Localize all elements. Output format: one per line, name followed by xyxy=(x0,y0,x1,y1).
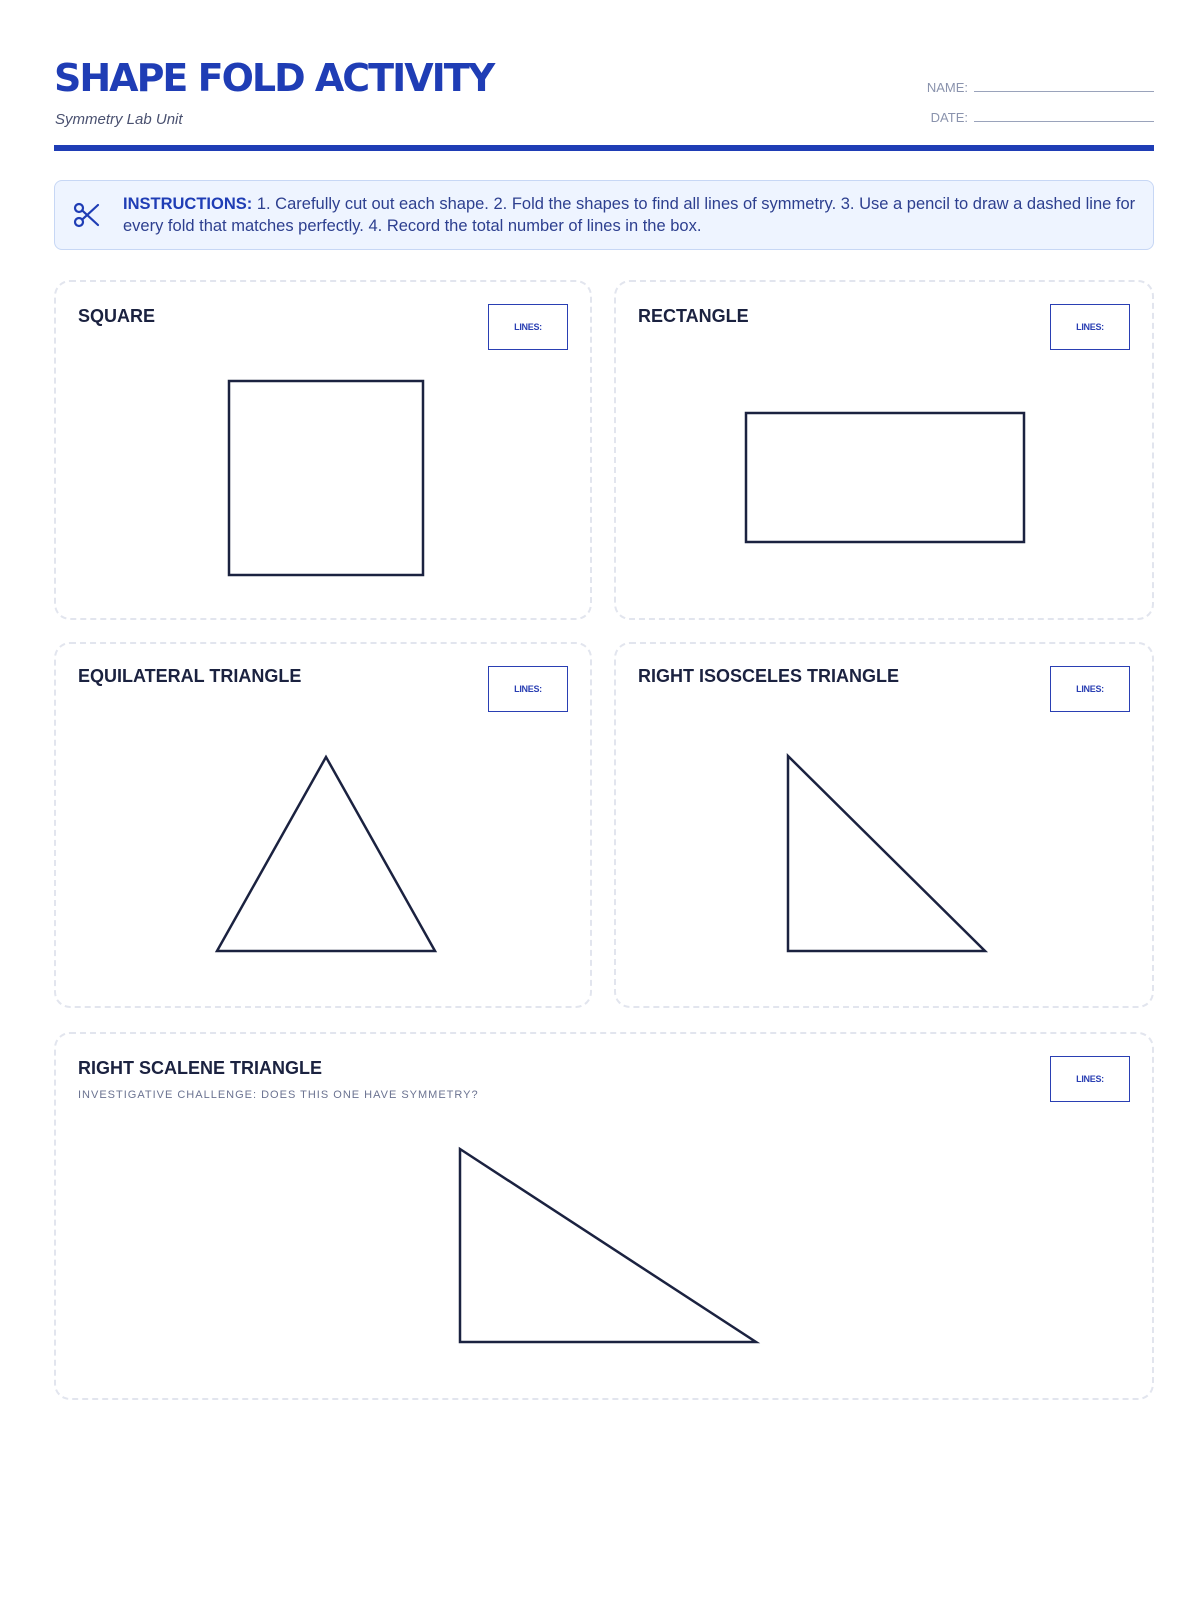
card-title: RECTANGLE xyxy=(638,306,749,326)
page-subtitle: Symmetry Lab Unit xyxy=(55,111,183,128)
square-shape xyxy=(56,282,594,622)
square-outline xyxy=(229,381,423,575)
rectangle-shape xyxy=(616,282,1156,622)
card-title: RIGHT SCALENE TRIANGLE xyxy=(78,1058,323,1078)
header-divider xyxy=(54,145,1154,151)
scissors-icon xyxy=(71,199,103,231)
rectangle-outline xyxy=(746,413,1024,542)
right-scalene-triangle-shape xyxy=(56,1034,1156,1402)
card-title: SQUARE xyxy=(78,306,156,326)
date-label: DATE: xyxy=(930,110,968,125)
lines-answer-box[interactable]: LINES: xyxy=(1050,666,1130,712)
page-title: SHAPE FOLD ACTIVITY xyxy=(54,56,494,100)
name-line[interactable] xyxy=(974,91,1154,92)
date-line[interactable] xyxy=(974,121,1154,122)
card-rectangle xyxy=(614,280,1154,620)
card-square xyxy=(54,280,592,620)
name-field[interactable] xyxy=(927,80,1154,95)
card-right-isosceles-triangle xyxy=(614,642,1154,1008)
lines-answer-box[interactable]: LINES: xyxy=(488,304,568,350)
right-scalene-triangle-outline xyxy=(460,1149,756,1342)
instructions-body: 1. Carefully cut out each shape. 2. Fold the shapes to find all lines of symmetry. 3. Use a pencil to draw a dashed line for every fold that matches perfectly. 4. Record the total number of lines in the box. xyxy=(123,195,1136,235)
instructions-text xyxy=(123,193,1153,237)
equilateral-triangle-outline xyxy=(217,757,435,951)
name-label: NAME: xyxy=(926,80,968,95)
instructions-label: INSTRUCTIONS: xyxy=(123,195,253,213)
instructions-box xyxy=(54,180,1154,250)
card-title: EQUILATERAL TRIANGLE xyxy=(78,666,302,686)
lines-answer-box[interactable]: LINES: xyxy=(1050,304,1130,350)
card-title: RIGHT ISOSCELES TRIANGLE xyxy=(638,666,900,686)
card-equilateral-triangle xyxy=(54,642,592,1008)
lines-answer-box[interactable]: LINES: xyxy=(1050,1056,1130,1102)
right-isosceles-triangle-shape xyxy=(616,644,1156,1010)
lines-answer-box[interactable]: LINES: xyxy=(488,666,568,712)
date-field[interactable] xyxy=(931,110,1154,125)
card-right-scalene-triangle xyxy=(54,1032,1154,1400)
right-isosceles-triangle-outline xyxy=(788,756,985,951)
equilateral-triangle-shape xyxy=(56,644,594,1010)
challenge-subtitle: INVESTIGATIVE CHALLENGE: DOES THIS ONE HAVE SYMMETRY? xyxy=(78,1089,479,1101)
